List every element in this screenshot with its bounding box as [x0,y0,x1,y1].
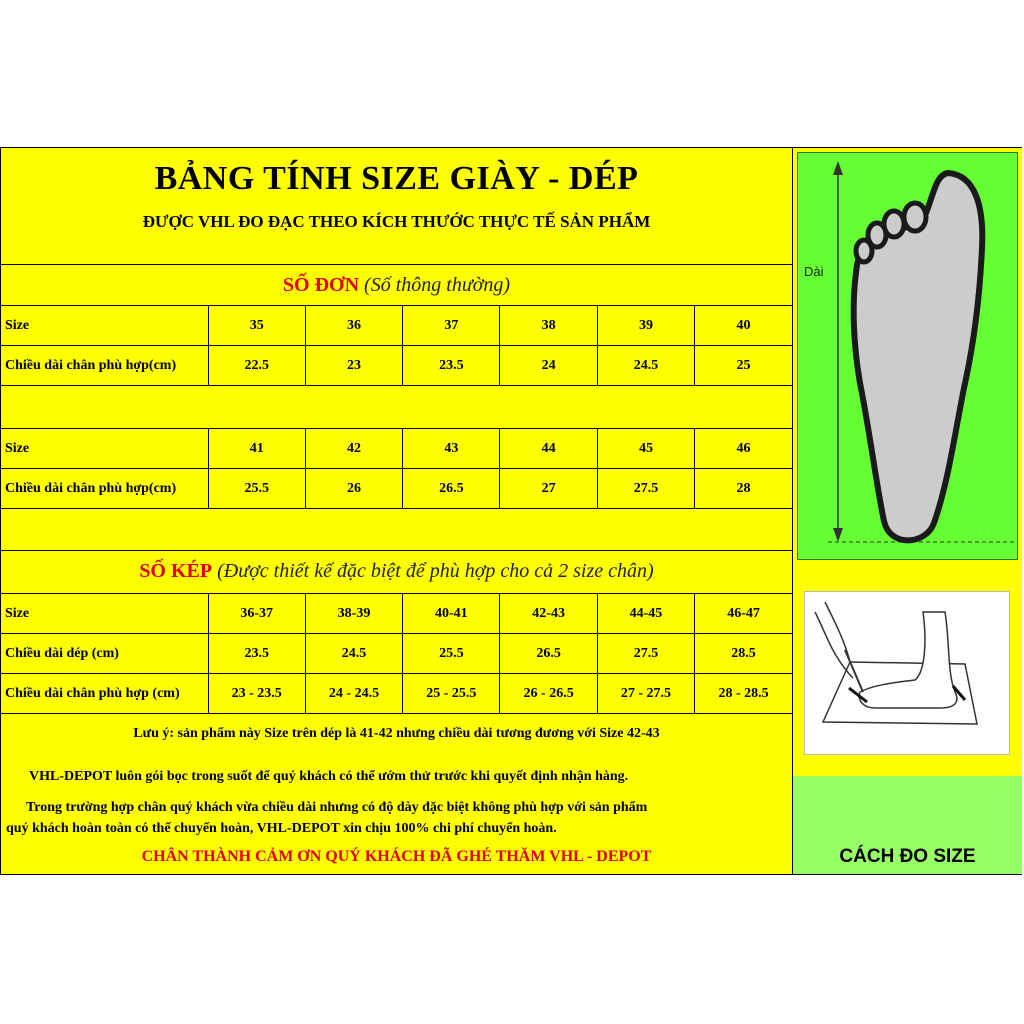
return-policy-line-2: quý khách hoàn toàn có thể chuyển hoàn, VHL-DEPOT xin chịu 100% chi phí chuyển hoàn. [6,821,557,836]
table-row [1,346,792,386]
sole-length-cell: 25.5 [403,634,500,674]
foot-length-cell: 24 - 24.5 [305,674,402,714]
row-label: Size [1,594,208,634]
packaging-info: VHL-DEPOT luôn gói bọc trong suốt để quý khách có thể ướm thử trước khi quyết định nhận hàng. [29,769,629,784]
return-policy-line-1: Trong trường hợp chân quý khách vừa chiều dài nhưng có độ dày đặc biệt không phù hợp với sản phẩm [26,800,648,815]
length-cell: 27 [500,469,597,509]
length-cell: 23 [305,346,402,386]
foot-length-cell: 25 - 25.5 [403,674,500,714]
length-cell: 28 [695,469,792,509]
table-row [1,594,792,634]
row-label: Chiều dài dép (cm) [1,634,208,674]
length-cell: 24.5 [597,346,694,386]
size-cell: 35 [208,306,305,346]
size-cell: 41 [208,429,305,469]
sole-length-cell: 26.5 [500,634,597,674]
size-table-area [1,148,792,874]
divider [1,550,792,551]
measure-guide-column [792,148,1022,874]
table-row [1,674,792,714]
size-cell: 46-47 [695,594,792,634]
length-cell: 23.5 [403,346,500,386]
single-size-heading-main: SỐ ĐƠN [282,274,360,296]
table-row [1,469,792,509]
size-cell: 43 [403,429,500,469]
size-cell: 38 [500,306,597,346]
length-cell: 26 [305,469,402,509]
length-cell: 26.5 [403,469,500,509]
size-cell: 45 [597,429,694,469]
size-cell: 36-37 [208,594,305,634]
double-size-heading-main: SỐ KÉP [139,560,213,582]
size-chart-sheet [0,147,1022,875]
chart-subtitle: ĐƯỢC VHL ĐO ĐẠC THEO KÍCH THƯỚC THỰC TẾ SẢN PHẨM [142,212,651,231]
length-cell: 25 [695,346,792,386]
foot-outline-icon [798,153,1017,559]
size-cell: 44-45 [597,594,694,634]
foot-length-cell: 26 - 26.5 [500,674,597,714]
row-label: Size [1,306,208,346]
length-cell: 22.5 [208,346,305,386]
row-label: Size [1,429,208,469]
table-row [1,634,792,674]
row-label: Chiều dài chân phù hợp(cm) [1,346,208,386]
size-cell: 40 [695,306,792,346]
size-cell: 42 [305,429,402,469]
sole-length-cell: 27.5 [597,634,694,674]
single-size-heading [1,274,792,297]
sole-length-cell: 24.5 [305,634,402,674]
foot-length-cell: 28 - 28.5 [695,674,792,714]
size-cell: 46 [695,429,792,469]
table-row [1,306,792,346]
size-cell: 37 [403,306,500,346]
double-size-heading [1,560,792,583]
divider [1,264,792,265]
measuring-illustration [804,591,1010,755]
chart-title: BẢNG TÍNH SIZE GIÀY - DÉP [154,160,639,197]
measuring-foot-icon [805,592,1009,754]
sole-length-cell: 23.5 [208,634,305,674]
length-cell: 25.5 [208,469,305,509]
size-cell: 42-43 [500,594,597,634]
row-label: Chiều dài chân phù hợp (cm) [1,674,208,714]
foot-length-diagram [797,152,1018,560]
table-row [1,429,792,469]
length-cell: 24 [500,346,597,386]
length-cell: 27.5 [597,469,694,509]
size-cell: 39 [597,306,694,346]
single-size-heading-note: (Số thông thường) [364,274,511,296]
size-cell: 44 [500,429,597,469]
single-size-table-2 [1,428,792,509]
row-label: Chiều dài chân phù hợp(cm) [1,469,208,509]
double-size-table [1,593,792,714]
foot-length-cell: 27 - 27.5 [597,674,694,714]
size-note: Lưu ý: sản phẩm này Size trên dép là 41-42 nhưng chiều dài tương đương với Size 42-43 [133,726,660,741]
measure-caption: CÁCH ĐO SIZE [839,846,976,867]
length-label: Dài [804,264,824,279]
size-cell: 40-41 [403,594,500,634]
size-cell: 36 [305,306,402,346]
foot-length-cell: 23 - 23.5 [208,674,305,714]
thank-you-message: CHÂN THÀNH CẢM ƠN QUÝ KHÁCH ĐÃ GHÉ THĂM VHL - DEPOT [141,848,652,865]
sole-length-cell: 28.5 [695,634,792,674]
double-size-heading-note: (Được thiết kế đặc biệt để phù hợp cho cả 2 size chân) [217,560,654,582]
size-cell: 38-39 [305,594,402,634]
single-size-table-1 [1,305,792,386]
